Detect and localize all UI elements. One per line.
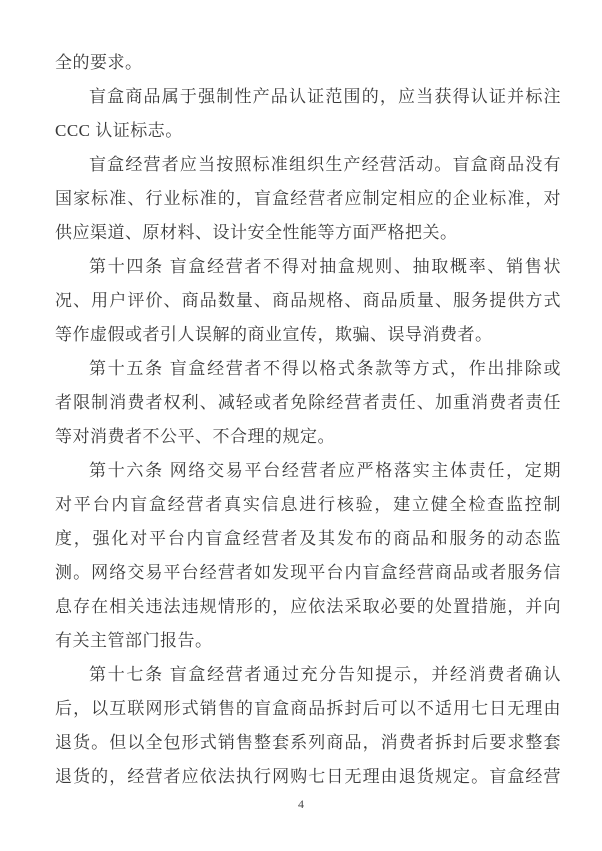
document-line: CCC 认证标志。: [55, 121, 183, 140]
document-line: 第十七条 盲盒经营者通过充分告知提示，并经消费者确认: [89, 665, 561, 684]
document-line: 有关主管部门报告。: [55, 631, 213, 650]
document-line: 测。网络交易平台经营者如发现平台内盲盒经营商品或者服务信: [55, 563, 561, 582]
document-line: 全的要求。: [55, 53, 143, 72]
document-line: 第十四条 盲盒经营者不得对抽盒规则、抽取概率、销售状: [89, 257, 561, 276]
document-body: [55, 46, 561, 794]
document-line: 者限制消费者权利、减轻或者免除经营者责任、加重消费者责任: [55, 393, 561, 412]
document-line: 国家标准、行业标准的，盲盒经营者应制定相应的企业标准，对: [55, 189, 561, 208]
document-line: 供应渠道、原材料、设计安全性能等方面严格把关。: [55, 223, 458, 242]
document-line: 息存在相关违法违规情形的，应依法采取必要的处置措施，并向: [55, 597, 561, 616]
document-line: 对平台内盲盒经营者真实信息进行核验，建立健全检查监控制: [55, 495, 561, 514]
page-number: 4: [298, 797, 304, 811]
document-line: 第十五条 盲盒经营者不得以格式条款等方式，作出排除或: [89, 359, 561, 378]
document-line: 退货。但以全包形式销售整套系列商品，消费者拆封后要求整套: [55, 733, 561, 752]
document-line: 退货的，经营者应依法执行网购七日无理由退货规定。盲盒经营: [55, 767, 561, 786]
document-line: 盲盒商品属于强制性产品认证范围的，应当获得认证并标注: [89, 87, 561, 106]
document-line: 等对消费者不公平、不合理的规定。: [55, 427, 335, 446]
document-line: 况、用户评价、商品数量、商品规格、商品质量、服务提供方式: [55, 291, 561, 310]
document-line: 盲盒经营者应当按照标准组织生产经营活动。盲盒商品没有: [89, 155, 561, 174]
document-line: 等作虚假或者引人误解的商业宣传，欺骗、误导消费者。: [55, 325, 493, 344]
document-line: 第十六条 网络交易平台经营者应严格落实主体责任，定期: [89, 461, 561, 480]
document-line: 度，强化对平台内盲盒经营者及其发布的商品和服务的动态监: [55, 529, 561, 548]
document-line: 后，以互联网形式销售的盲盒商品拆封后可以不适用七日无理由: [55, 699, 561, 718]
